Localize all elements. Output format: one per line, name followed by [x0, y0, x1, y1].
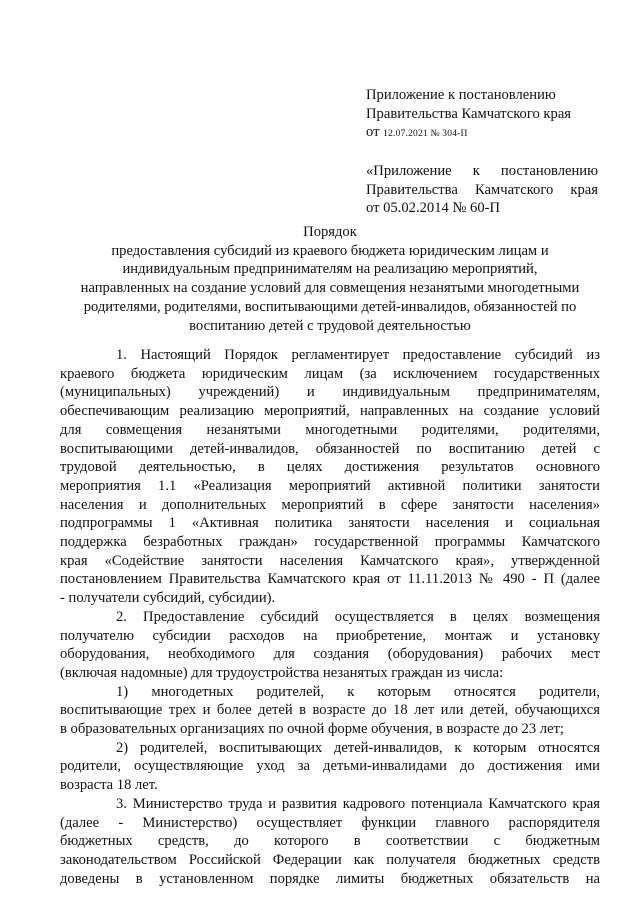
- approval-line-3: [366, 123, 598, 144]
- paragraph-1-line-11: поддержка безработных граждан» государственной программы Камчатского: [60, 534, 600, 551]
- paragraph-3-line-2: (далее - Министерство) осуществляет функции главного распорядителя: [60, 814, 600, 831]
- quote-line-3: от 05.02.2014 № 60-П: [366, 200, 501, 217]
- quote-line-2: Правительства Камчатского края: [366, 181, 598, 198]
- paragraph-1-line-7: трудовой деятельностью, в целях достижения результатов основного: [60, 459, 600, 476]
- paragraph-1-line-2: краевого бюджета юридическим лицам (за исключением государственных: [60, 365, 600, 382]
- item-1-line-2: воспитывающие трех и более детей в возрасте до 18 лет или детей, обучающихся: [60, 702, 600, 719]
- item-2-line-1: 2) родителей, воспитывающих детей-инвалидов, к которым относятся: [116, 739, 600, 756]
- paragraph-1-line-14: - получатели субсидий, субсидии).: [60, 590, 276, 607]
- paragraph-1-line-3: (муниципальных) учреждений) и индивидуальным предпринимателям,: [60, 384, 600, 401]
- document-body: [60, 346, 600, 888]
- document-title: [60, 223, 600, 335]
- approval-date-prefix: от: [366, 124, 380, 141]
- item-2-line-2: родители, осуществляющие уход за детьми-инвалидами до достижения ими: [60, 758, 600, 775]
- title-line-5: воспитанию детей с трудовой деятельностью: [189, 317, 471, 334]
- paragraph-1-line-12: края «Содействие занятости населения Камчатского края», утвержденной: [60, 552, 600, 569]
- item-2-line-3: возраста 18 лет.: [60, 777, 158, 794]
- title-line-3: направленных на создание условий для совмещения незанятыми многодетными: [80, 280, 580, 297]
- paragraph-1-line-5: для совмещения незанятыми многодетными родителями, родителями,: [60, 421, 600, 438]
- paragraph-2-line-4: (включая надомные) для трудоустройства незанятых граждан из числа:: [60, 664, 504, 681]
- title-line-2: индивидуальным предпринимателям на реализацию мероприятий,: [122, 261, 538, 278]
- title-heading: Порядок: [303, 224, 357, 240]
- paragraph-3-line-4: законодательством Российской Федерации как получателя бюджетных средств: [60, 851, 600, 868]
- approval-header: [366, 86, 598, 144]
- paragraph-2-line-1: 2. Предоставление субсидий осуществляется в целях возмещения: [116, 608, 600, 625]
- paragraph-1-line-13: постановлением Правительства Камчатского края от 11.11.2013 № 490 - П (далее: [60, 571, 600, 588]
- paragraph-1-line-4: обеспечивающим реализацию мероприятий, направленных на создание условий: [60, 403, 600, 420]
- title-line-4: родителями, родителями, воспитывающими детей-инвалидов, обязанностей по: [83, 298, 577, 315]
- paragraph-1-line-6: воспитывающими детей-инвалидов, обязанностей по воспитанию детей с: [60, 440, 600, 457]
- paragraph-2-line-2: получателю субсидии расходов на приобретение, монтаж и установку: [60, 627, 600, 644]
- quote-line-1: «Приложение к постановлению: [366, 163, 598, 179]
- paragraph-3-line-3: бюджетных средств, до которого в соответствии с бюджетным: [60, 833, 600, 850]
- paragraph-3-line-1: 3. Министерство труда и развития кадрового потенциала Камчатского края: [116, 795, 600, 812]
- approval-line-2: Правительства Камчатского края: [366, 105, 572, 122]
- approval-date-number: 12.07.2021 № 304-П: [383, 129, 468, 140]
- previous-appendix-header: [366, 162, 598, 218]
- paragraph-1-line-1: 1. Настоящий Порядок регламентирует предоставление субсидий из: [116, 347, 600, 363]
- item-1-line-3: в образовательных организациях по очной форме обучения, в возрасте до 23 лет;: [60, 721, 564, 738]
- paragraph-1-line-10: подпрограммы 1 «Активная политика занятости населения и социальная: [60, 515, 600, 532]
- approval-line-1: Приложение к постановлению: [366, 87, 556, 103]
- title-line-1: предоставления субсидий из краевого бюджета юридическим лицам и: [111, 242, 549, 259]
- paragraph-1-line-9: населения и дополнительных мероприятий в сфере занятости населения»: [60, 496, 600, 513]
- paragraph-1-line-8: мероприятия 1.1 «Реализация мероприятий активной политики занятости: [60, 477, 600, 494]
- item-1-line-1: 1) многодетных родителей, к которым относятся родители,: [116, 683, 600, 700]
- paragraph-3-line-5: доведены в установленном порядке лимиты бюджетных обязательств на: [60, 870, 600, 887]
- paragraph-2-line-3: оборудования, необходимого для создания (оборудования) рабочих мест: [60, 646, 600, 663]
